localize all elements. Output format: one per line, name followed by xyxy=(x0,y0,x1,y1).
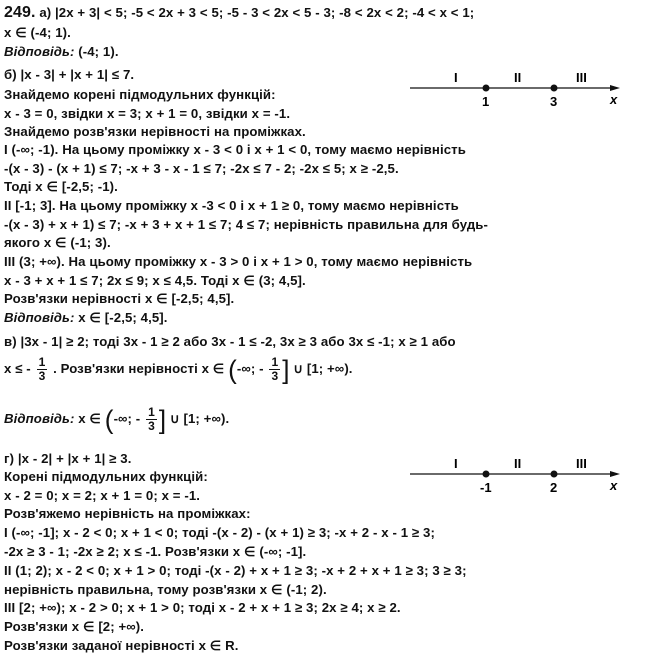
fraction xyxy=(269,356,280,383)
fraction-denominator: 3 xyxy=(38,369,46,384)
answer-line xyxy=(4,43,119,60)
text-fragment: x ≤ - xyxy=(4,361,31,376)
text-line: Розв'яжемо нерівність на проміжках: xyxy=(4,506,251,521)
interval-label: II xyxy=(514,456,522,471)
axis-arrow-icon xyxy=(610,85,620,91)
bracket-left-icon: ( xyxy=(104,404,114,435)
text-fragment: -∞; - xyxy=(236,361,264,376)
text-line: нерівність правильна, тому розв'язки x ∈ (-1; 2). xyxy=(4,582,327,597)
text-fragment: ∪ [1; +∞). xyxy=(169,411,230,426)
answer-label: Відповідь: xyxy=(4,310,75,325)
text-line: III (3; +∞). На цьому проміжку x - 3 > 0 і x + 1 > 0, тому маємо нерівність xyxy=(4,254,473,269)
text-line: Знайдемо корені підмодульних функцій: xyxy=(4,87,276,102)
text-line: -2x ≥ 3 - 1; -2x ≥ 2; x ≤ -1. Розв'язки x ∈ (-∞; -1]. xyxy=(4,544,307,559)
number-line-1 xyxy=(400,66,630,112)
interval-label: I xyxy=(454,456,458,471)
point-label: -1 xyxy=(480,480,492,495)
point-marker xyxy=(551,85,558,92)
text-line: Корені підмодульних функцій: xyxy=(4,469,208,484)
text-line: I (-∞; -1]; x - 2 < 0; x + 1 < 0; тоді -(x - 2) - (x + 1) ≥ 3; -x + 2 - x - 1 ≥ 3; xyxy=(4,525,435,540)
problem-number: 249. xyxy=(4,4,36,21)
text-line: -(x - 3) + x + 1) ≤ 7; -x + 3 + x + 1 ≤ 7; 4 ≤ 7; нерівність правильна для будь- xyxy=(4,217,488,232)
text-line: -(x - 3) - (x + 1) ≤ 7; -x + 3 - x - 1 ≤ 7; -2x ≤ 7 - 2; -2x ≤ 5; x ≥ -2,5. xyxy=(4,161,399,176)
fraction-denominator: 3 xyxy=(148,419,155,434)
interval-label: III xyxy=(576,70,587,85)
bracket-left-icon: ( xyxy=(228,354,237,385)
axis-arrow-icon xyxy=(610,471,620,477)
text-line: III [2; +∞); x - 2 > 0; x + 1 > 0; тоді x - 2 + x + 1 ≥ 3; 2x ≥ 4; x ≥ 2. xyxy=(4,600,401,615)
answer-line xyxy=(4,309,168,326)
text-line: б) |x - 3| + |x + 1| ≤ 7. xyxy=(4,67,135,82)
text-line: Розв'язки x ∈ [2; +∞). xyxy=(4,619,145,634)
text-line: II (1; 2); x - 2 < 0; x + 1 > 0; тоді -(x - 2) + x + 1 ≥ 3; -x + 2 + x + 1 ≥ 3; 3 ≥ 3; xyxy=(4,563,467,578)
answer-line xyxy=(4,404,229,435)
point-marker xyxy=(483,85,490,92)
text-fragment: x ∈ xyxy=(74,411,102,426)
text-line: II [-1; 3]. На цьому проміжку x -3 < 0 і x + 1 ≥ 0, тому маємо нерівність xyxy=(4,198,459,213)
text-line: а) |2x + 3| < 5; -5 < 2x + 3 < 5; -5 - 3 < 2x < 5 - 3; -8 < 2x < 2; -4 < x < 1; xyxy=(39,5,475,20)
point-marker xyxy=(551,471,558,478)
text-line: в) |3x - 1| ≥ 2; тоді 3x - 1 ≥ 2 або 3x - 1 ≤ -2, 3x ≥ 3 або 3x ≤ -1; x ≥ 1 або xyxy=(4,334,456,349)
fraction-numerator: 1 xyxy=(148,405,155,420)
text-fragment: -∞; - xyxy=(113,411,141,426)
text-line: Тоді x ∈ [-2,5; -1). xyxy=(4,179,118,194)
text-line: x - 3 = 0, звідки x = 3; x + 1 = 0, звідки x = -1. xyxy=(4,106,291,121)
text-line: якого x ∈ (-1; 3). xyxy=(4,235,111,250)
number-line-2 xyxy=(400,452,630,498)
text-line: x - 3 + x + 1 ≤ 7; 2x ≤ 9; x ≤ 4,5. Тоді x ∈ (3; 4,5]. xyxy=(4,273,306,288)
answer-label: Відповідь: xyxy=(4,44,75,59)
text-line: x ∈ (-4; 1). xyxy=(4,25,71,40)
text-line-fraction xyxy=(4,354,353,385)
answer-value: x ∈ [-2,5; 4,5]. xyxy=(74,310,168,325)
interval-label: II xyxy=(514,70,522,85)
text-fragment: . Розв'язки нерівності x ∈ xyxy=(53,361,225,376)
fraction-denominator: 3 xyxy=(271,369,279,384)
interval-label: I xyxy=(454,70,458,85)
point-label: 1 xyxy=(482,94,490,109)
point-label: 3 xyxy=(550,94,558,109)
text-line: Розв'язки нерівності x ∈ [-2,5; 4,5]. xyxy=(4,291,235,306)
bracket-right-icon: ] xyxy=(282,354,290,385)
text-line: Розв'язки заданої нерівності x ∈ R. xyxy=(4,638,239,653)
interval-label: III xyxy=(576,456,587,471)
fraction xyxy=(146,406,157,433)
fraction-numerator: 1 xyxy=(38,355,46,370)
fraction-numerator: 1 xyxy=(271,355,279,370)
fraction xyxy=(37,356,48,383)
point-marker xyxy=(483,471,490,478)
bracket-right-icon: ] xyxy=(158,404,167,435)
text-line: Знайдемо розв'язки нерівності на проміжках. xyxy=(4,124,306,139)
answer-value: (-4; 1). xyxy=(74,44,119,59)
text-fragment: ∪ [1; +∞). xyxy=(293,361,353,376)
text-line: x - 2 = 0; x = 2; x + 1 = 0; x = -1. xyxy=(4,488,201,503)
answer-label: Відповідь: xyxy=(4,411,75,426)
text-line: г) |x - 2| + |x + 1| ≥ 3. xyxy=(4,451,132,466)
text-line: I (-∞; -1). На цьому проміжку x - 3 < 0 і x + 1 < 0, тому маємо нерівність xyxy=(4,142,466,157)
axis-label: x xyxy=(610,478,618,493)
point-label: 2 xyxy=(550,480,558,495)
line-a xyxy=(4,4,474,21)
axis-label: x xyxy=(610,92,618,107)
